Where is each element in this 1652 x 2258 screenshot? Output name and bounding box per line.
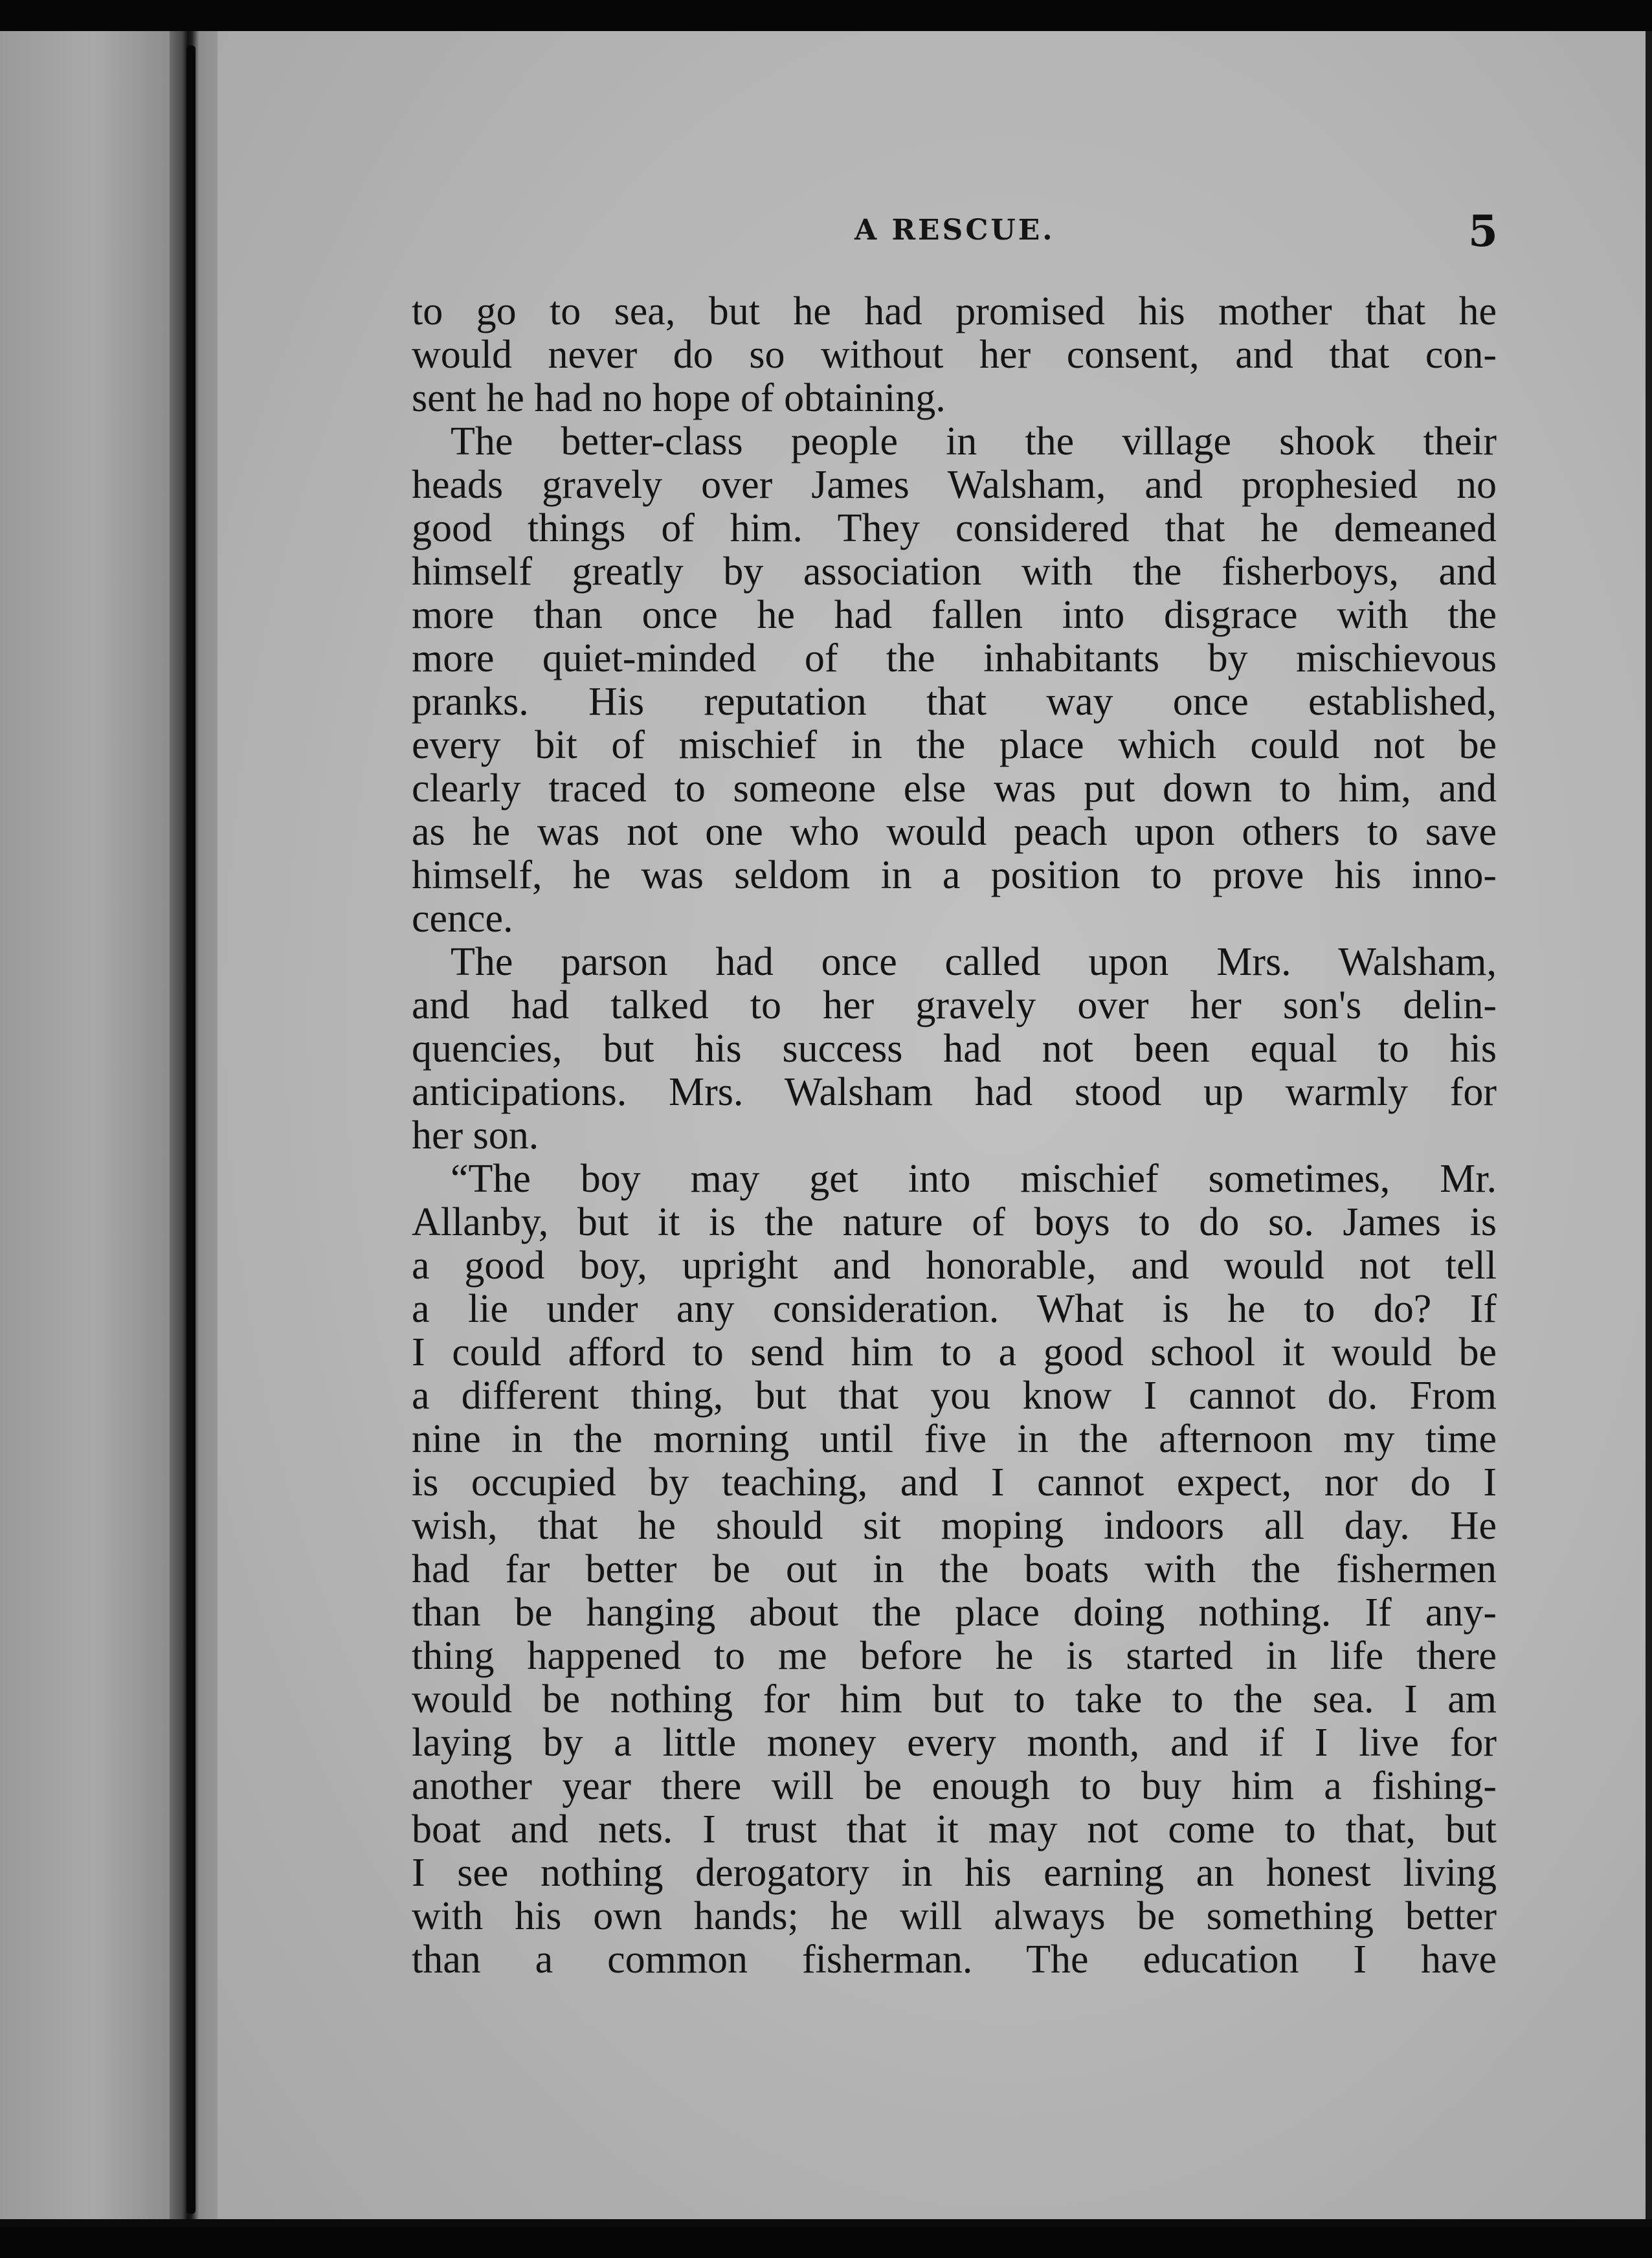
text-line: laying by a little money every month, and if I live for	[412, 1721, 1497, 1765]
text-line: pranks. His reputation that way once established,	[412, 680, 1497, 724]
text-line: wish, that he should sit moping indoors all day. He	[412, 1504, 1497, 1548]
text-line: would be nothing for him but to take to the sea. I am	[412, 1677, 1497, 1721]
text-line: heads gravely over James Walsham, and prophesied no	[412, 463, 1497, 507]
text-line: is occupied by teaching, and I cannot expect, nor do I	[412, 1460, 1497, 1504]
text-line: himself greatly by association with the fisherboys, and	[412, 550, 1497, 594]
text-line: more than once he had fallen into disgrace with the	[412, 593, 1497, 637]
spine-shadow	[186, 45, 195, 2214]
text-line: to go to sea, but he had promised his mother that he	[412, 289, 1497, 333]
text-line: I see nothing derogatory in his earning an honest living	[412, 1851, 1497, 1895]
text-line: “The boy may get into mischief sometimes, Mr.	[451, 1157, 1497, 1201]
text-line: a different thing, but that you know I cannot do. From	[412, 1374, 1497, 1418]
text-line: than a common fisherman. The education I have	[412, 1938, 1497, 1982]
text-line: another year there will be enough to buy him a fishing-	[412, 1764, 1497, 1808]
scan-border-right	[1646, 31, 1652, 2219]
text-line: cence.	[412, 897, 513, 941]
body-text	[412, 290, 1497, 1982]
text-line: every bit of mischief in the place which could not be	[412, 723, 1497, 767]
text-line: would never do so without her consent, and that con-	[412, 333, 1497, 377]
text-line: himself, he was seldom in a position to prove his inno-	[412, 853, 1497, 897]
text-line: Allanby, but it is the nature of boys to do so. James is	[412, 1200, 1497, 1244]
text-line: her son.	[412, 1113, 539, 1157]
text-line: anticipations. Mrs. Walsham had stood up warmly for	[412, 1070, 1497, 1114]
text-line: The better-class people in the village shook their	[451, 419, 1497, 464]
text-line: more quiet-minded of the inhabitants by mischievous	[412, 636, 1497, 680]
text-line: than be hanging about the place doing nothing. If any-	[412, 1591, 1497, 1635]
text-line: and had talked to her gravely over her son's delin-	[412, 983, 1497, 1027]
text-line: thing happened to me before he is started in life there	[412, 1634, 1497, 1678]
text-line: a lie under any consideration. What is he to do? If	[412, 1287, 1497, 1331]
text-line: boat and nets. I trust that it may not come to that, but	[412, 1807, 1497, 1851]
page-number: 5	[1468, 206, 1498, 256]
text-line: I could afford to send him to a good school it would be	[412, 1330, 1497, 1374]
text-line: nine in the morning until five in the afternoon my time	[412, 1417, 1497, 1461]
text-line: sent he had no hope of obtaining.	[412, 376, 946, 420]
text-line: had far better be out in the boats with the fishermen	[412, 1547, 1497, 1591]
text-line: a good boy, upright and honorable, and would not tell	[412, 1244, 1497, 1288]
text-line: as he was not one who would peach upon others to save	[412, 810, 1497, 854]
facing-page-edge	[0, 31, 170, 2219]
text-line: good things of him. They considered that he demeaned	[412, 506, 1497, 550]
text-line: clearly traced to someone else was put down to him, and	[412, 766, 1497, 810]
scan-border-bottom	[0, 2227, 1652, 2258]
text-line: quencies, but his success had not been equal to his	[412, 1027, 1497, 1071]
text-line: with his own hands; he will always be something better	[412, 1894, 1497, 1938]
text-line: The parson had once called upon Mrs. Walsham,	[451, 940, 1497, 984]
running-head: A RESCUE.	[854, 214, 1055, 247]
